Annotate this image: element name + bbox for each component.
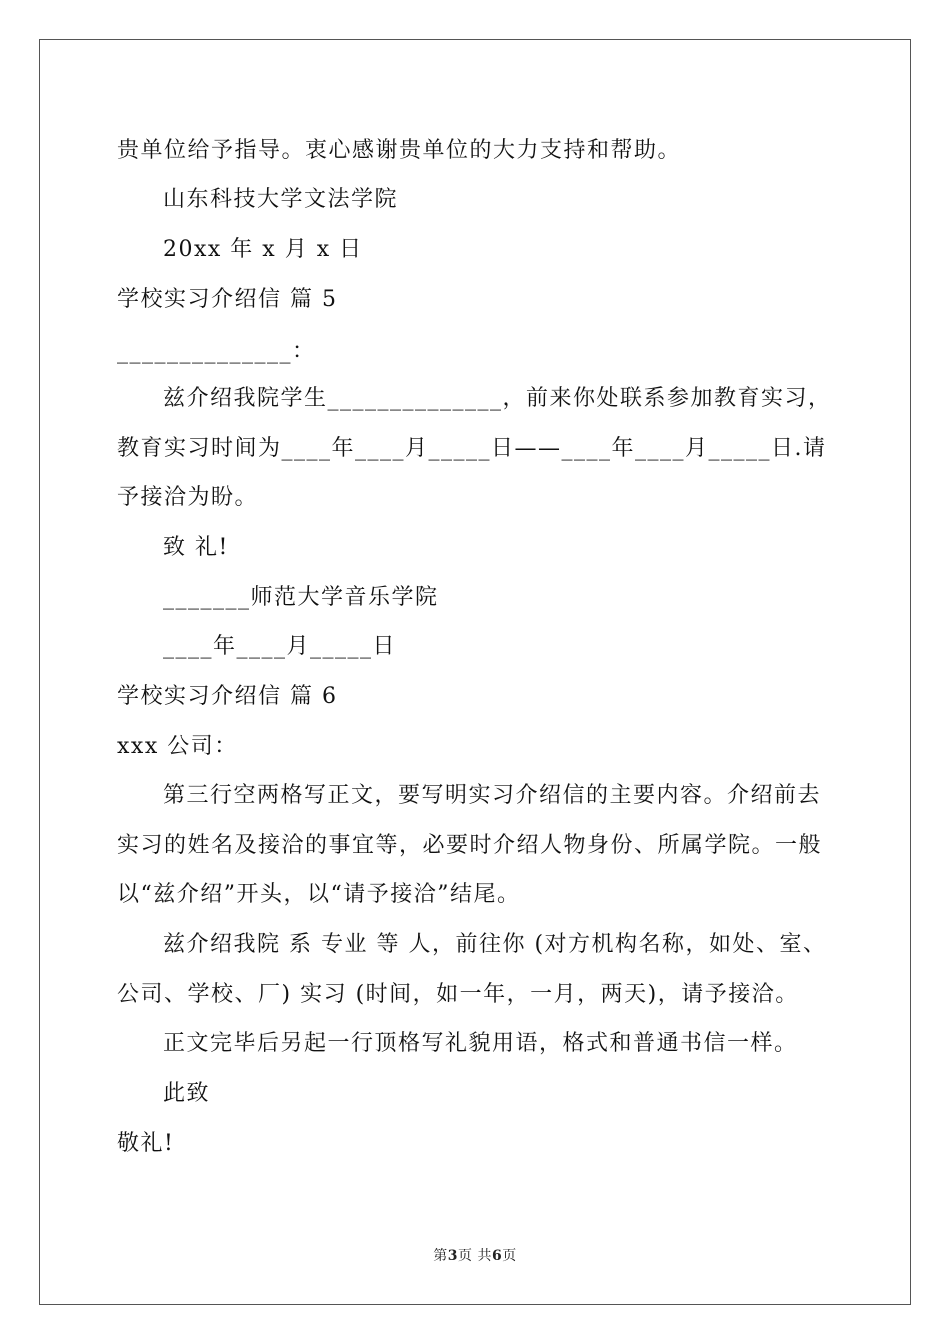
text-line: _______师范大学音乐学院 (163, 585, 439, 610)
text-line: 教育实习时间为____年____月_____日——____年____月_____日.请 (117, 436, 827, 461)
section-heading: 学校实习介绍信 篇 5 (117, 287, 338, 312)
text-line: 公司、学校、厂) 实习 (时间，如一年，一月，两天)，请予接洽。 (117, 982, 799, 1007)
page-footer (0, 1245, 950, 1265)
text-line: 以“兹介绍”开头，以“请予接洽”结尾。 (117, 882, 521, 907)
text-line: ____年____月_____日 (163, 634, 397, 659)
text-line: 贵单位给予指导。衷心感谢贵单位的大力支持和帮助。 (117, 138, 682, 163)
text-line: 20xx 年 x 月 x 日 (163, 237, 363, 262)
text-line: 敬礼! (117, 1131, 175, 1156)
page-border (39, 39, 911, 1305)
footer-middle: 页 共 (458, 1248, 492, 1264)
text-line: 予接洽为盼。 (117, 485, 259, 510)
text-line: 兹介绍我院 系 专业 等 人，前往你 (对方机构名称，如处、室、 (163, 932, 827, 957)
footer-suffix: 页 (502, 1248, 517, 1264)
section-heading: 学校实习介绍信 篇 6 (117, 684, 338, 709)
text-line: 致 礼! (163, 535, 229, 560)
footer-prefix: 第 (433, 1248, 448, 1264)
text-line: 第三行空两格写正文，要写明实习介绍信的主要内容。介绍前去 (163, 783, 822, 808)
text-line: 此致 (163, 1081, 211, 1106)
text-line: 实习的姓名及接洽的事宜等，必要时介绍人物身份、所属学院。一般 (117, 833, 823, 858)
text-line: 正文完毕后另起一行顶格写礼貌用语，格式和普通书信一样。 (163, 1031, 798, 1056)
current-page-number: 3 (447, 1248, 459, 1264)
text-line: 兹介绍我院学生______________，前来你处联系参加教育实习， (163, 386, 832, 411)
text-line: 山东科技大学文法学院 (163, 187, 399, 212)
text-line: ______________： (117, 339, 316, 364)
total-pages-number: 6 (491, 1248, 503, 1264)
text-line: xxx 公司： (117, 734, 238, 759)
